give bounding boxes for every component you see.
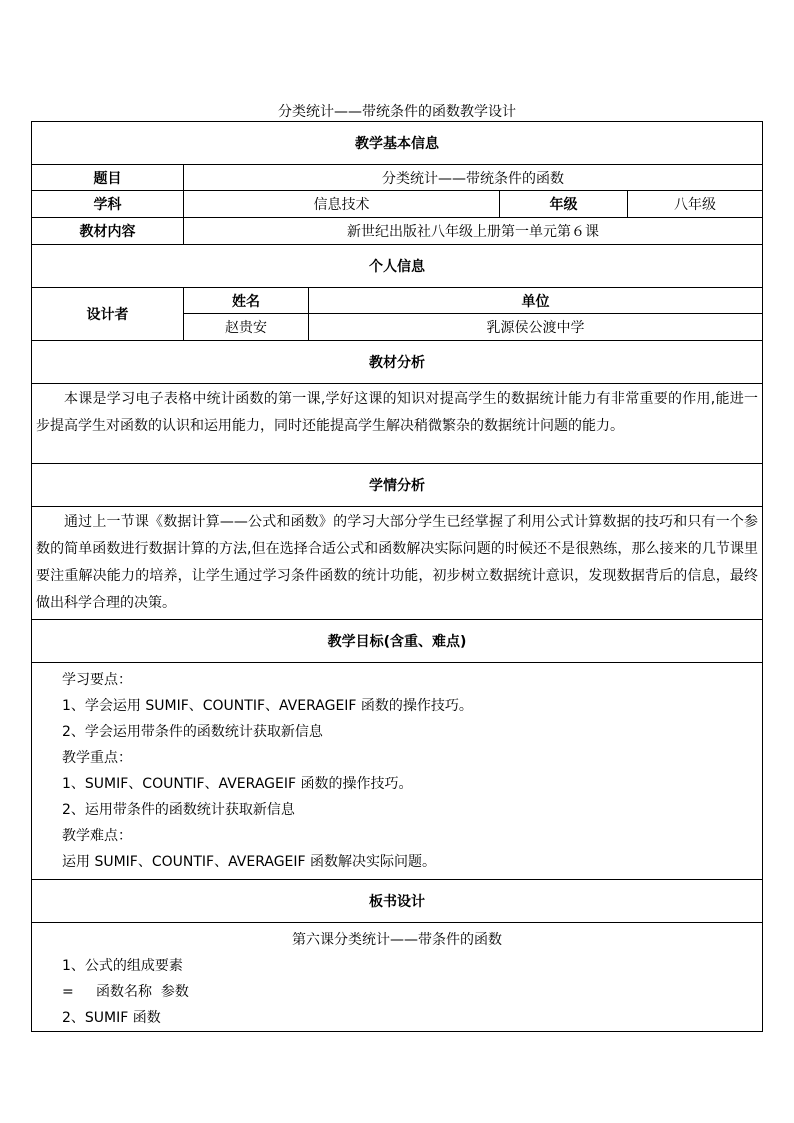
objective-line: 学习要点： [62,672,132,688]
material-value: 新世纪出版社八年级上册第一单元第６课 [184,218,763,245]
lesson-plan-table [31,121,763,1032]
subject-value: 信息技术 [184,191,500,218]
material-label: 教材内容 [32,218,184,245]
designer-label: 设计者 [32,288,184,341]
objective-line: 教学重点： [62,750,132,766]
board-title: 第六课分类统计——带条件的函数 [292,932,503,948]
objective-line: 2、运用带条件的函数统计获取新信息 [62,802,295,818]
objectives-heading: 教学目标(含重、难点) [32,620,763,663]
material-analysis-text: 本课是学习电子表格中统计函数的第一课,学好这课的知识对提高学生的数据统计能力有非常重要的作用,能进一步提高学生对函数的认识和运用能力，同时还能提高学生解决稍微繁杂的数据统计问题的能力。 [32,384,763,464]
basic-info-heading: 教学基本信息 [32,122,763,165]
designer-unit: 乳源侯公渡中学 [309,314,763,341]
board-line: = 函数名称 参数 [62,984,189,1000]
objective-line: 2、学会运用带条件的函数统计获取新信息 [62,724,323,740]
document-title: 分类统计——带统条件的函数教学设计 [278,104,516,120]
objectives-body [32,663,763,880]
student-analysis-text: 通过上一节课《数据计算——公式和函数》的学习大部分学生已经掌握了利用公式计算数据的技巧和只有一个参数的简单函数进行数据计算的方法,但在选择合适公式和函数解决实际问题的时候还不是很熟练，那么接来的几节课里要注重解决能力的培养，让学生通过学习条件函数的统计功能，初步树立数据统计意识，发现数据背后的信息，最终做出科学合理的决策。 [32,507,763,620]
material-analysis-heading: 教材分析 [32,341,763,384]
designer-name: 赵贵安 [184,314,309,341]
unit-header: 单位 [309,288,763,314]
objective-line: 1、学会运用 SUMIF、COUNTIF、AVERAGEIF 函数的操作技巧。 [62,698,473,714]
board-design-body [32,923,763,1032]
personal-info-heading: 个人信息 [32,245,763,288]
student-analysis-heading: 学情分析 [32,464,763,507]
board-line: 1、公式的组成要素 [62,958,183,974]
board-line: 2、SUMIF 函数 [62,1010,161,1026]
topic-label: 题目 [32,165,184,191]
board-design-heading: 板书设计 [32,880,763,923]
grade-label: 年级 [500,191,628,218]
grade-value: 八年级 [628,191,763,218]
topic-value: 分类统计——带统条件的函数 [184,165,763,191]
objective-line: 运用 SUMIF、COUNTIF、AVERAGEIF 函数解决实际问题。 [62,854,437,870]
objective-line: 教学难点： [62,828,132,844]
name-header: 姓名 [184,288,309,314]
subject-label: 学科 [32,191,184,218]
objective-line: 1、SUMIF、COUNTIF、AVERAGEIF 函数的操作技巧。 [62,776,413,792]
